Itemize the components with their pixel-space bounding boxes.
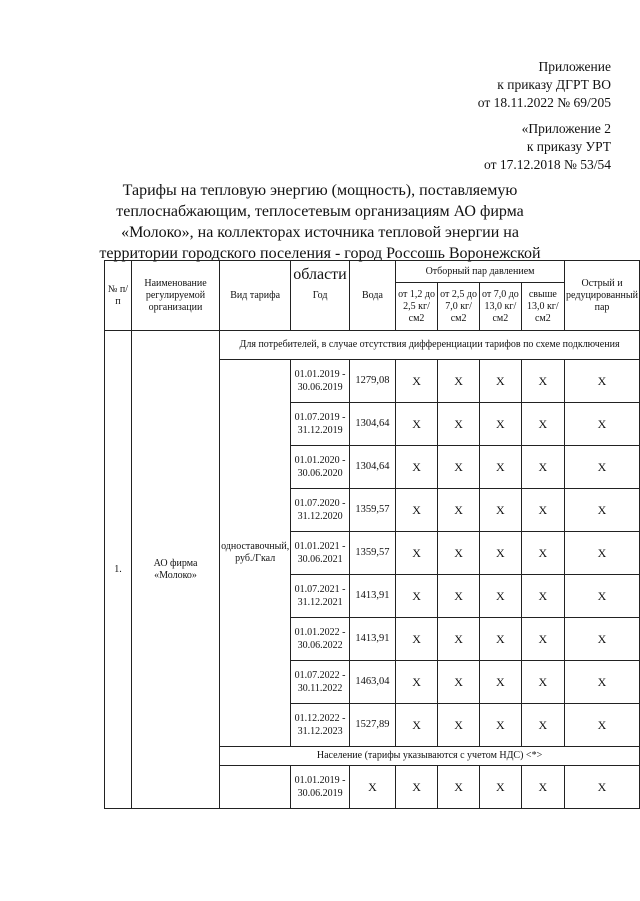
value-cell: X [396, 575, 438, 618]
value-cell: X [480, 532, 522, 575]
period-cell: 01.01.2022 - 30.06.2022 [291, 618, 350, 661]
period-cell: 01.01.2019 - 30.06.2019 [291, 360, 350, 403]
header-water: Вода [349, 261, 395, 331]
value-cell: X [480, 446, 522, 489]
period-cell: 01.01.2019 - 30.06.2019 [291, 766, 350, 809]
value-cell: X [438, 532, 480, 575]
water-value: 1304,64 [349, 403, 395, 446]
appendix-line: к приказу УРТ [526, 139, 611, 154]
value-cell: X [396, 661, 438, 704]
section-consumers: Для потребителей, в случае отсутствия дифференциации тарифов по схеме подключения [220, 331, 640, 360]
header-pressure-4: свыше 13,0 кг/см2 [521, 283, 564, 331]
value-cell: X [521, 766, 564, 809]
period-cell: 01.07.2021 - 31.12.2021 [291, 575, 350, 618]
value-cell: X [438, 446, 480, 489]
value-cell: X [438, 360, 480, 403]
value-cell: X [438, 403, 480, 446]
appendix-line: от 18.11.2022 № 69/205 [477, 95, 611, 110]
value-cell: X [521, 403, 564, 446]
value-cell: X [438, 661, 480, 704]
water-value: 1463,04 [349, 661, 395, 704]
value-cell: X [480, 360, 522, 403]
tariff-type-empty [220, 766, 291, 809]
value-cell: X [565, 489, 640, 532]
value-cell: X [396, 766, 438, 809]
value-cell: X [480, 661, 522, 704]
value-cell: X [521, 661, 564, 704]
value-cell: X [565, 575, 640, 618]
period-cell: 01.07.2020 - 31.12.2020 [291, 489, 350, 532]
value-cell: X [521, 532, 564, 575]
water-value: 1359,57 [349, 532, 395, 575]
water-value: 1304,64 [349, 446, 395, 489]
period-cell: 01.12.2022 - 31.12.2023 [291, 704, 350, 747]
value-cell: X [438, 489, 480, 532]
value-cell: X [396, 532, 438, 575]
value-cell: X [349, 766, 395, 809]
header-tariff-type: Вид тарифа [220, 261, 291, 331]
value-cell: X [396, 360, 438, 403]
period-cell: 01.07.2022 - 30.11.2022 [291, 661, 350, 704]
value-cell: X [565, 661, 640, 704]
header-pressure-1: от 1,2 до 2,5 кг/см2 [396, 283, 438, 331]
header-pressure-2: от 2,5 до 7,0 кг/см2 [438, 283, 480, 331]
water-value: 1279,08 [349, 360, 395, 403]
value-cell: X [521, 575, 564, 618]
value-cell: X [565, 446, 640, 489]
organization-name: АО фирма «Молоко» [131, 331, 219, 809]
header-num: № п/п [105, 261, 132, 331]
value-cell: X [438, 704, 480, 747]
appendix-line: к приказу ДГРТ ВО [497, 77, 611, 92]
value-cell: X [565, 704, 640, 747]
value-cell: X [480, 575, 522, 618]
tariff-table [104, 260, 640, 809]
value-cell: X [438, 618, 480, 661]
value-cell: X [396, 403, 438, 446]
appendix-block [478, 58, 611, 112]
value-cell: X [565, 403, 640, 446]
value-cell: X [521, 618, 564, 661]
header-year: Год [291, 261, 350, 331]
water-value: 1359,57 [349, 489, 395, 532]
appendix-line: от 17.12.2018 № 53/54 [484, 157, 611, 172]
period-cell: 01.07.2019 - 31.12.2019 [291, 403, 350, 446]
appendix-line: Приложение [538, 59, 611, 74]
header-steam-group: Отборный пар давлением [396, 261, 565, 283]
value-cell: X [521, 489, 564, 532]
value-cell: X [396, 489, 438, 532]
value-cell: X [480, 618, 522, 661]
appendix-line: «Приложение 2 [521, 121, 611, 136]
value-cell: X [480, 403, 522, 446]
water-value: 1413,91 [349, 618, 395, 661]
value-cell: X [438, 575, 480, 618]
row-number: 1. [105, 331, 132, 809]
value-cell: X [565, 532, 640, 575]
section-population: Население (тарифы указываются с учетом НДС) <*> [220, 747, 640, 766]
header-pressure-3: от 7,0 до 13,0 кг/см2 [480, 283, 522, 331]
section-row [105, 331, 640, 360]
water-value: 1527,89 [349, 704, 395, 747]
previous-appendix-block [484, 120, 611, 174]
value-cell: X [565, 618, 640, 661]
value-cell: X [480, 766, 522, 809]
period-cell: 01.01.2020 - 30.06.2020 [291, 446, 350, 489]
value-cell: X [565, 360, 640, 403]
water-value: 1413,91 [349, 575, 395, 618]
value-cell: X [396, 704, 438, 747]
value-cell: X [521, 446, 564, 489]
period-cell: 01.01.2021 - 30.06.2021 [291, 532, 350, 575]
value-cell: X [565, 766, 640, 809]
document-title: Тарифы на тепловую энергию (мощность), поставляемую теплоснабжающим, теплосетевым организациям АО фирма «Молоко», на коллекторах источника тепловой энергии на территории городского поселения - город Россошь Воронежской области [99, 182, 541, 283]
value-cell: X [396, 618, 438, 661]
header-sharp-steam: Острый и редуцированный пар [565, 261, 640, 331]
value-cell: X [438, 766, 480, 809]
header-org: Наименование регулируемой организации [131, 261, 219, 331]
tariff-type: одноставочный, руб./Гкал [220, 360, 291, 747]
value-cell: X [521, 360, 564, 403]
value-cell: X [480, 489, 522, 532]
value-cell: X [521, 704, 564, 747]
value-cell: X [480, 704, 522, 747]
value-cell: X [396, 446, 438, 489]
